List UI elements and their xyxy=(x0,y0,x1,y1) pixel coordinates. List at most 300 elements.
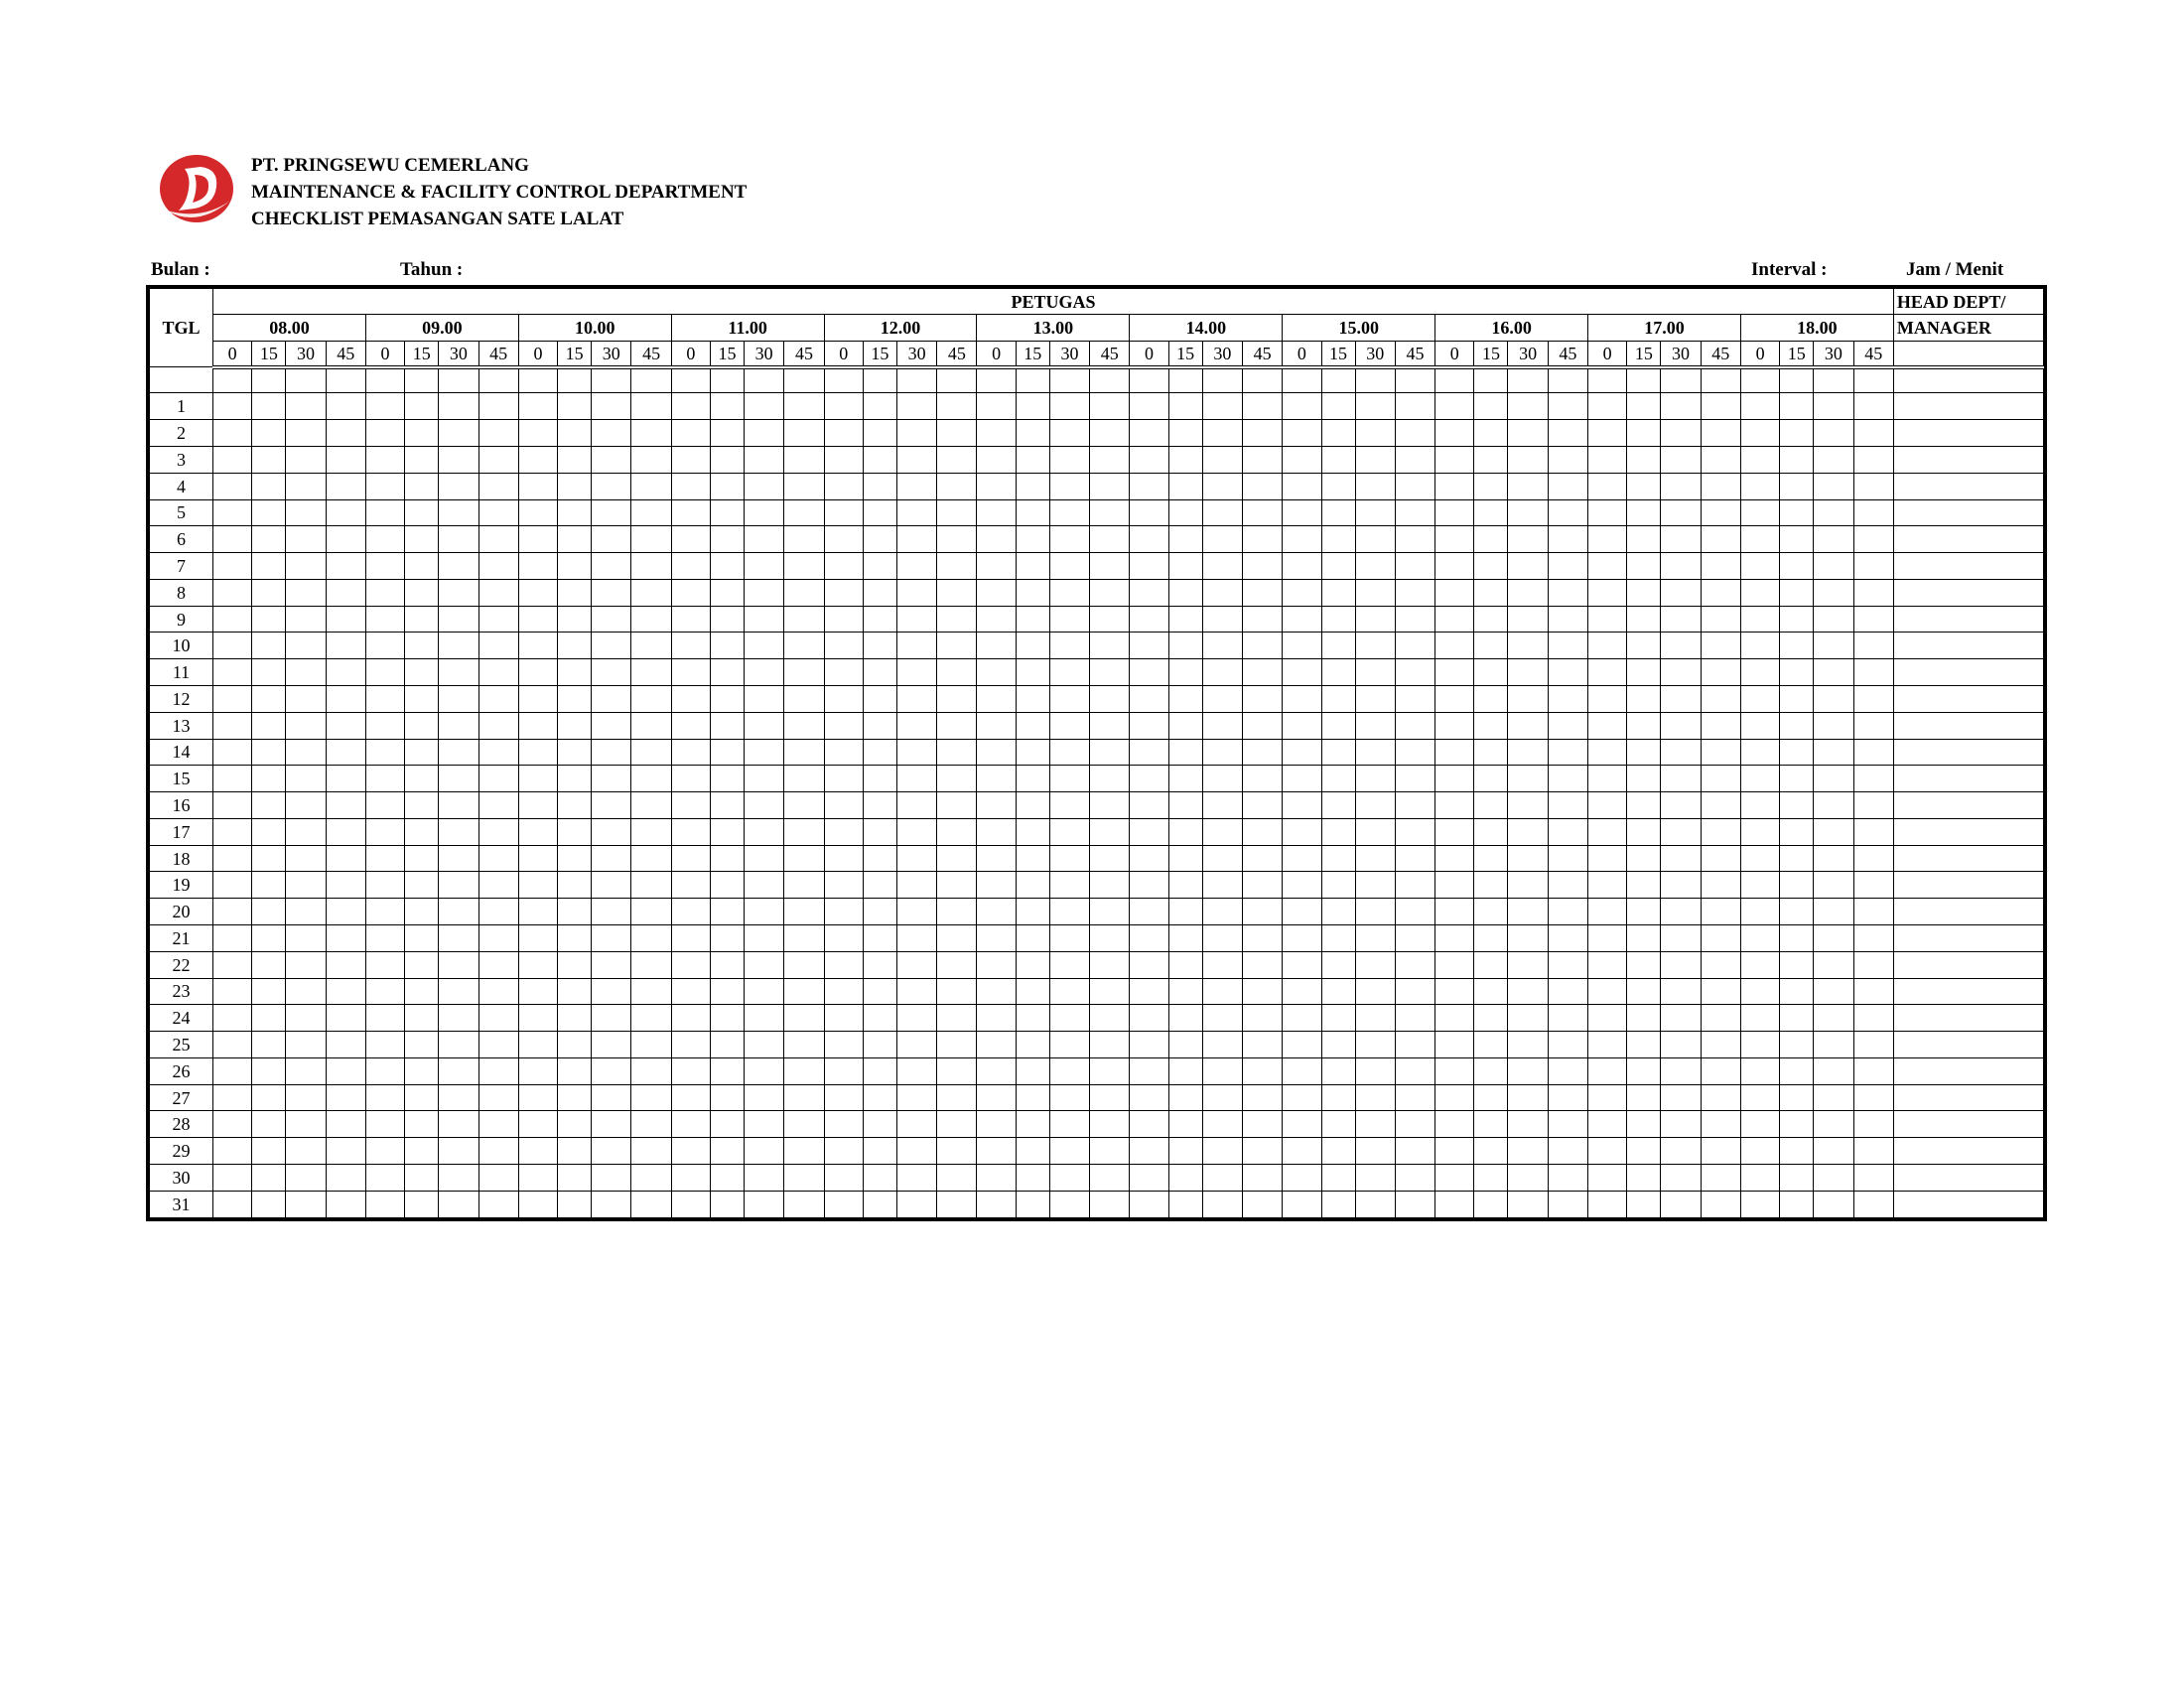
check-cell[interactable] xyxy=(1168,739,1202,766)
check-cell[interactable] xyxy=(863,899,896,925)
check-cell[interactable] xyxy=(1016,712,1049,739)
check-cell[interactable] xyxy=(1814,925,1853,952)
check-cell[interactable] xyxy=(1508,393,1548,420)
check-cell[interactable] xyxy=(1283,685,1321,712)
check-cell[interactable] xyxy=(710,978,744,1005)
check-cell[interactable] xyxy=(1740,420,1779,447)
check-cell[interactable] xyxy=(1780,446,1814,473)
check-cell[interactable] xyxy=(824,845,863,872)
check-cell[interactable] xyxy=(1814,1191,1853,1217)
check-cell[interactable] xyxy=(937,739,977,766)
check-cell[interactable] xyxy=(1016,685,1049,712)
check-cell[interactable] xyxy=(1588,1111,1627,1138)
signature-cell[interactable] xyxy=(1893,1005,2043,1032)
check-cell[interactable] xyxy=(405,499,439,526)
check-cell[interactable] xyxy=(1049,446,1089,473)
check-cell[interactable] xyxy=(365,951,404,978)
check-cell[interactable] xyxy=(1321,845,1355,872)
check-cell[interactable] xyxy=(631,1165,671,1192)
check-cell[interactable] xyxy=(592,393,631,420)
check-cell[interactable] xyxy=(1548,685,1587,712)
check-cell[interactable] xyxy=(1242,579,1282,606)
check-cell[interactable] xyxy=(1355,499,1395,526)
check-cell[interactable] xyxy=(1780,899,1814,925)
check-cell[interactable] xyxy=(896,659,936,686)
check-cell[interactable] xyxy=(478,845,518,872)
check-cell[interactable] xyxy=(286,766,326,792)
check-cell[interactable] xyxy=(1355,951,1395,978)
check-cell[interactable] xyxy=(1814,659,1853,686)
check-cell[interactable] xyxy=(1740,553,1779,580)
check-cell[interactable] xyxy=(784,367,824,393)
check-cell[interactable] xyxy=(405,1005,439,1032)
check-cell[interactable] xyxy=(1853,446,1893,473)
signature-cell[interactable] xyxy=(1893,1032,2043,1058)
check-cell[interactable] xyxy=(745,1165,784,1192)
check-cell[interactable] xyxy=(1740,633,1779,659)
check-cell[interactable] xyxy=(1130,367,1168,393)
check-cell[interactable] xyxy=(977,712,1016,739)
check-cell[interactable] xyxy=(405,978,439,1005)
check-cell[interactable] xyxy=(863,1084,896,1111)
check-cell[interactable] xyxy=(745,925,784,952)
check-cell[interactable] xyxy=(1740,606,1779,633)
check-cell[interactable] xyxy=(1395,473,1434,499)
check-cell[interactable] xyxy=(1168,1111,1202,1138)
check-cell[interactable] xyxy=(558,925,592,952)
check-cell[interactable] xyxy=(937,1191,977,1217)
check-cell[interactable] xyxy=(478,712,518,739)
check-cell[interactable] xyxy=(1283,553,1321,580)
check-cell[interactable] xyxy=(977,606,1016,633)
check-cell[interactable] xyxy=(478,367,518,393)
check-cell[interactable] xyxy=(592,659,631,686)
check-cell[interactable] xyxy=(213,739,252,766)
check-cell[interactable] xyxy=(1130,606,1168,633)
check-cell[interactable] xyxy=(1661,553,1701,580)
check-cell[interactable] xyxy=(1395,1165,1434,1192)
check-cell[interactable] xyxy=(558,473,592,499)
check-cell[interactable] xyxy=(1508,499,1548,526)
check-cell[interactable] xyxy=(1202,420,1242,447)
check-cell[interactable] xyxy=(710,633,744,659)
check-cell[interactable] xyxy=(592,845,631,872)
check-cell[interactable] xyxy=(1202,1057,1242,1084)
check-cell[interactable] xyxy=(745,420,784,447)
check-cell[interactable] xyxy=(1090,579,1130,606)
check-cell[interactable] xyxy=(518,685,557,712)
check-cell[interactable] xyxy=(1588,872,1627,899)
check-cell[interactable] xyxy=(1090,792,1130,819)
check-cell[interactable] xyxy=(1780,872,1814,899)
check-cell[interactable] xyxy=(937,845,977,872)
check-cell[interactable] xyxy=(671,553,710,580)
check-cell[interactable] xyxy=(977,872,1016,899)
check-cell[interactable] xyxy=(1355,579,1395,606)
check-cell[interactable] xyxy=(592,633,631,659)
check-cell[interactable] xyxy=(710,766,744,792)
check-cell[interactable] xyxy=(1321,659,1355,686)
check-cell[interactable] xyxy=(365,606,404,633)
check-cell[interactable] xyxy=(671,1005,710,1032)
check-cell[interactable] xyxy=(671,1111,710,1138)
check-cell[interactable] xyxy=(1016,1032,1049,1058)
check-cell[interactable] xyxy=(1355,739,1395,766)
check-cell[interactable] xyxy=(1202,526,1242,553)
check-cell[interactable] xyxy=(365,712,404,739)
check-cell[interactable] xyxy=(1627,1005,1661,1032)
check-cell[interactable] xyxy=(1508,1138,1548,1165)
check-cell[interactable] xyxy=(1661,978,1701,1005)
check-cell[interactable] xyxy=(1130,1111,1168,1138)
signature-cell[interactable] xyxy=(1893,845,2043,872)
signature-cell[interactable] xyxy=(1893,499,2043,526)
check-cell[interactable] xyxy=(863,712,896,739)
check-cell[interactable] xyxy=(1130,818,1168,845)
check-cell[interactable] xyxy=(213,872,252,899)
check-cell[interactable] xyxy=(824,818,863,845)
check-cell[interactable] xyxy=(631,446,671,473)
check-cell[interactable] xyxy=(1049,845,1089,872)
check-cell[interactable] xyxy=(1780,1138,1814,1165)
check-cell[interactable] xyxy=(977,1138,1016,1165)
check-cell[interactable] xyxy=(1202,899,1242,925)
check-cell[interactable] xyxy=(439,712,478,739)
check-cell[interactable] xyxy=(1548,1111,1587,1138)
check-cell[interactable] xyxy=(558,659,592,686)
check-cell[interactable] xyxy=(1853,739,1893,766)
check-cell[interactable] xyxy=(863,739,896,766)
check-cell[interactable] xyxy=(1202,1138,1242,1165)
check-cell[interactable] xyxy=(784,1138,824,1165)
check-cell[interactable] xyxy=(558,579,592,606)
check-cell[interactable] xyxy=(1780,1057,1814,1084)
check-cell[interactable] xyxy=(1701,1191,1740,1217)
check-cell[interactable] xyxy=(592,712,631,739)
check-cell[interactable] xyxy=(1016,420,1049,447)
check-cell[interactable] xyxy=(631,712,671,739)
check-cell[interactable] xyxy=(896,499,936,526)
check-cell[interactable] xyxy=(1661,872,1701,899)
check-cell[interactable] xyxy=(252,712,286,739)
check-cell[interactable] xyxy=(1321,818,1355,845)
check-cell[interactable] xyxy=(1435,685,1474,712)
check-cell[interactable] xyxy=(1395,1191,1434,1217)
check-cell[interactable] xyxy=(896,1111,936,1138)
check-cell[interactable] xyxy=(1130,1084,1168,1111)
check-cell[interactable] xyxy=(710,553,744,580)
check-cell[interactable] xyxy=(1661,499,1701,526)
check-cell[interactable] xyxy=(1202,712,1242,739)
check-cell[interactable] xyxy=(326,925,365,952)
check-cell[interactable] xyxy=(592,446,631,473)
check-cell[interactable] xyxy=(1435,739,1474,766)
check-cell[interactable] xyxy=(710,739,744,766)
check-cell[interactable] xyxy=(1242,845,1282,872)
check-cell[interactable] xyxy=(1090,1084,1130,1111)
check-cell[interactable] xyxy=(405,446,439,473)
check-cell[interactable] xyxy=(252,553,286,580)
check-cell[interactable] xyxy=(1435,393,1474,420)
check-cell[interactable] xyxy=(478,925,518,952)
check-cell[interactable] xyxy=(710,499,744,526)
check-cell[interactable] xyxy=(1016,1057,1049,1084)
check-cell[interactable] xyxy=(896,1005,936,1032)
check-cell[interactable] xyxy=(518,499,557,526)
check-cell[interactable] xyxy=(478,1057,518,1084)
check-cell[interactable] xyxy=(1435,925,1474,952)
check-cell[interactable] xyxy=(558,872,592,899)
check-cell[interactable] xyxy=(1090,899,1130,925)
check-cell[interactable] xyxy=(1355,367,1395,393)
check-cell[interactable] xyxy=(1740,367,1779,393)
check-cell[interactable] xyxy=(1474,606,1508,633)
check-cell[interactable] xyxy=(1321,1057,1355,1084)
check-cell[interactable] xyxy=(1202,951,1242,978)
check-cell[interactable] xyxy=(1395,1057,1434,1084)
check-cell[interactable] xyxy=(1242,1005,1282,1032)
check-cell[interactable] xyxy=(1814,1165,1853,1192)
check-cell[interactable] xyxy=(1242,606,1282,633)
check-cell[interactable] xyxy=(1853,978,1893,1005)
check-cell[interactable] xyxy=(1435,1191,1474,1217)
check-cell[interactable] xyxy=(1242,818,1282,845)
check-cell[interactable] xyxy=(213,473,252,499)
check-cell[interactable] xyxy=(1049,473,1089,499)
check-cell[interactable] xyxy=(1242,978,1282,1005)
check-cell[interactable] xyxy=(784,792,824,819)
check-cell[interactable] xyxy=(1321,925,1355,952)
check-cell[interactable] xyxy=(1168,579,1202,606)
check-cell[interactable] xyxy=(1130,499,1168,526)
check-cell[interactable] xyxy=(439,1138,478,1165)
check-cell[interactable] xyxy=(1435,1005,1474,1032)
check-cell[interactable] xyxy=(1130,1138,1168,1165)
check-cell[interactable] xyxy=(1355,393,1395,420)
check-cell[interactable] xyxy=(1090,633,1130,659)
check-cell[interactable] xyxy=(1090,606,1130,633)
check-cell[interactable] xyxy=(1814,1057,1853,1084)
check-cell[interactable] xyxy=(478,1191,518,1217)
check-cell[interactable] xyxy=(286,446,326,473)
check-cell[interactable] xyxy=(631,951,671,978)
check-cell[interactable] xyxy=(558,1005,592,1032)
check-cell[interactable] xyxy=(1090,818,1130,845)
check-cell[interactable] xyxy=(326,872,365,899)
check-cell[interactable] xyxy=(896,1057,936,1084)
check-cell[interactable] xyxy=(592,606,631,633)
check-cell[interactable] xyxy=(213,1084,252,1111)
check-cell[interactable] xyxy=(1814,446,1853,473)
check-cell[interactable] xyxy=(1090,1005,1130,1032)
check-cell[interactable] xyxy=(671,685,710,712)
check-cell[interactable] xyxy=(1435,845,1474,872)
check-cell[interactable] xyxy=(1853,1084,1893,1111)
check-cell[interactable] xyxy=(1508,446,1548,473)
check-cell[interactable] xyxy=(824,872,863,899)
check-cell[interactable] xyxy=(213,1005,252,1032)
check-cell[interactable] xyxy=(518,420,557,447)
check-cell[interactable] xyxy=(365,978,404,1005)
check-cell[interactable] xyxy=(710,792,744,819)
check-cell[interactable] xyxy=(896,978,936,1005)
check-cell[interactable] xyxy=(1321,1111,1355,1138)
check-cell[interactable] xyxy=(896,367,936,393)
check-cell[interactable] xyxy=(592,792,631,819)
check-cell[interactable] xyxy=(478,739,518,766)
check-cell[interactable] xyxy=(1588,1165,1627,1192)
check-cell[interactable] xyxy=(252,845,286,872)
check-cell[interactable] xyxy=(1548,1032,1587,1058)
check-cell[interactable] xyxy=(937,1111,977,1138)
check-cell[interactable] xyxy=(1242,1191,1282,1217)
check-cell[interactable] xyxy=(937,1032,977,1058)
check-cell[interactable] xyxy=(405,1111,439,1138)
check-cell[interactable] xyxy=(1814,1005,1853,1032)
check-cell[interactable] xyxy=(1548,712,1587,739)
check-cell[interactable] xyxy=(286,739,326,766)
check-cell[interactable] xyxy=(1853,393,1893,420)
check-cell[interactable] xyxy=(1202,739,1242,766)
check-cell[interactable] xyxy=(1049,712,1089,739)
check-cell[interactable] xyxy=(286,499,326,526)
check-cell[interactable] xyxy=(1049,925,1089,952)
check-cell[interactable] xyxy=(1242,553,1282,580)
check-cell[interactable] xyxy=(326,526,365,553)
check-cell[interactable] xyxy=(1168,1057,1202,1084)
check-cell[interactable] xyxy=(592,367,631,393)
check-cell[interactable] xyxy=(977,499,1016,526)
check-cell[interactable] xyxy=(784,1191,824,1217)
check-cell[interactable] xyxy=(671,367,710,393)
check-cell[interactable] xyxy=(863,446,896,473)
check-cell[interactable] xyxy=(745,473,784,499)
check-cell[interactable] xyxy=(1016,473,1049,499)
check-cell[interactable] xyxy=(558,633,592,659)
check-cell[interactable] xyxy=(1740,446,1779,473)
check-cell[interactable] xyxy=(710,899,744,925)
check-cell[interactable] xyxy=(326,553,365,580)
check-cell[interactable] xyxy=(1283,526,1321,553)
signature-cell[interactable] xyxy=(1893,420,2043,447)
check-cell[interactable] xyxy=(863,579,896,606)
check-cell[interactable] xyxy=(365,633,404,659)
check-cell[interactable] xyxy=(558,367,592,393)
check-cell[interactable] xyxy=(1355,659,1395,686)
signature-cell[interactable] xyxy=(1893,553,2043,580)
check-cell[interactable] xyxy=(1090,499,1130,526)
check-cell[interactable] xyxy=(1508,1084,1548,1111)
check-cell[interactable] xyxy=(1321,1138,1355,1165)
check-cell[interactable] xyxy=(518,818,557,845)
check-cell[interactable] xyxy=(671,1032,710,1058)
check-cell[interactable] xyxy=(213,792,252,819)
check-cell[interactable] xyxy=(824,978,863,1005)
check-cell[interactable] xyxy=(784,685,824,712)
check-cell[interactable] xyxy=(1814,606,1853,633)
check-cell[interactable] xyxy=(977,1084,1016,1111)
check-cell[interactable] xyxy=(896,1138,936,1165)
check-cell[interactable] xyxy=(1780,1084,1814,1111)
check-cell[interactable] xyxy=(1701,872,1740,899)
check-cell[interactable] xyxy=(784,473,824,499)
check-cell[interactable] xyxy=(1016,659,1049,686)
check-cell[interactable] xyxy=(1321,393,1355,420)
check-cell[interactable] xyxy=(1701,393,1740,420)
check-cell[interactable] xyxy=(1780,420,1814,447)
check-cell[interactable] xyxy=(518,899,557,925)
check-cell[interactable] xyxy=(1355,473,1395,499)
check-cell[interactable] xyxy=(1780,1111,1814,1138)
check-cell[interactable] xyxy=(326,606,365,633)
check-cell[interactable] xyxy=(1780,606,1814,633)
check-cell[interactable] xyxy=(977,579,1016,606)
check-cell[interactable] xyxy=(784,393,824,420)
check-cell[interactable] xyxy=(1130,739,1168,766)
check-cell[interactable] xyxy=(213,606,252,633)
check-cell[interactable] xyxy=(1168,1032,1202,1058)
check-cell[interactable] xyxy=(518,1057,557,1084)
check-cell[interactable] xyxy=(671,925,710,952)
check-cell[interactable] xyxy=(213,1111,252,1138)
check-cell[interactable] xyxy=(1202,978,1242,1005)
check-cell[interactable] xyxy=(937,818,977,845)
check-cell[interactable] xyxy=(1130,712,1168,739)
check-cell[interactable] xyxy=(1049,526,1089,553)
check-cell[interactable] xyxy=(558,978,592,1005)
check-cell[interactable] xyxy=(1474,1111,1508,1138)
check-cell[interactable] xyxy=(1508,1111,1548,1138)
check-cell[interactable] xyxy=(439,526,478,553)
check-cell[interactable] xyxy=(1508,659,1548,686)
check-cell[interactable] xyxy=(1016,499,1049,526)
check-cell[interactable] xyxy=(1548,978,1587,1005)
check-cell[interactable] xyxy=(518,1165,557,1192)
check-cell[interactable] xyxy=(1321,978,1355,1005)
check-cell[interactable] xyxy=(405,899,439,925)
check-cell[interactable] xyxy=(1474,739,1508,766)
check-cell[interactable] xyxy=(1242,659,1282,686)
check-cell[interactable] xyxy=(1474,1191,1508,1217)
check-cell[interactable] xyxy=(1355,792,1395,819)
check-cell[interactable] xyxy=(937,766,977,792)
check-cell[interactable] xyxy=(1661,1032,1701,1058)
check-cell[interactable] xyxy=(1508,1032,1548,1058)
check-cell[interactable] xyxy=(631,579,671,606)
check-cell[interactable] xyxy=(1780,633,1814,659)
check-cell[interactable] xyxy=(1548,951,1587,978)
check-cell[interactable] xyxy=(631,978,671,1005)
check-cell[interactable] xyxy=(1168,978,1202,1005)
check-cell[interactable] xyxy=(1814,712,1853,739)
check-cell[interactable] xyxy=(1321,766,1355,792)
check-cell[interactable] xyxy=(478,792,518,819)
check-cell[interactable] xyxy=(478,951,518,978)
check-cell[interactable] xyxy=(1508,845,1548,872)
check-cell[interactable] xyxy=(1701,526,1740,553)
check-cell[interactable] xyxy=(1853,553,1893,580)
signature-cell[interactable] xyxy=(1893,1138,2043,1165)
check-cell[interactable] xyxy=(1853,606,1893,633)
check-cell[interactable] xyxy=(863,1005,896,1032)
check-cell[interactable] xyxy=(326,1057,365,1084)
check-cell[interactable] xyxy=(558,1191,592,1217)
check-cell[interactable] xyxy=(213,393,252,420)
check-cell[interactable] xyxy=(213,1165,252,1192)
check-cell[interactable] xyxy=(326,367,365,393)
check-cell[interactable] xyxy=(896,633,936,659)
check-cell[interactable] xyxy=(896,712,936,739)
